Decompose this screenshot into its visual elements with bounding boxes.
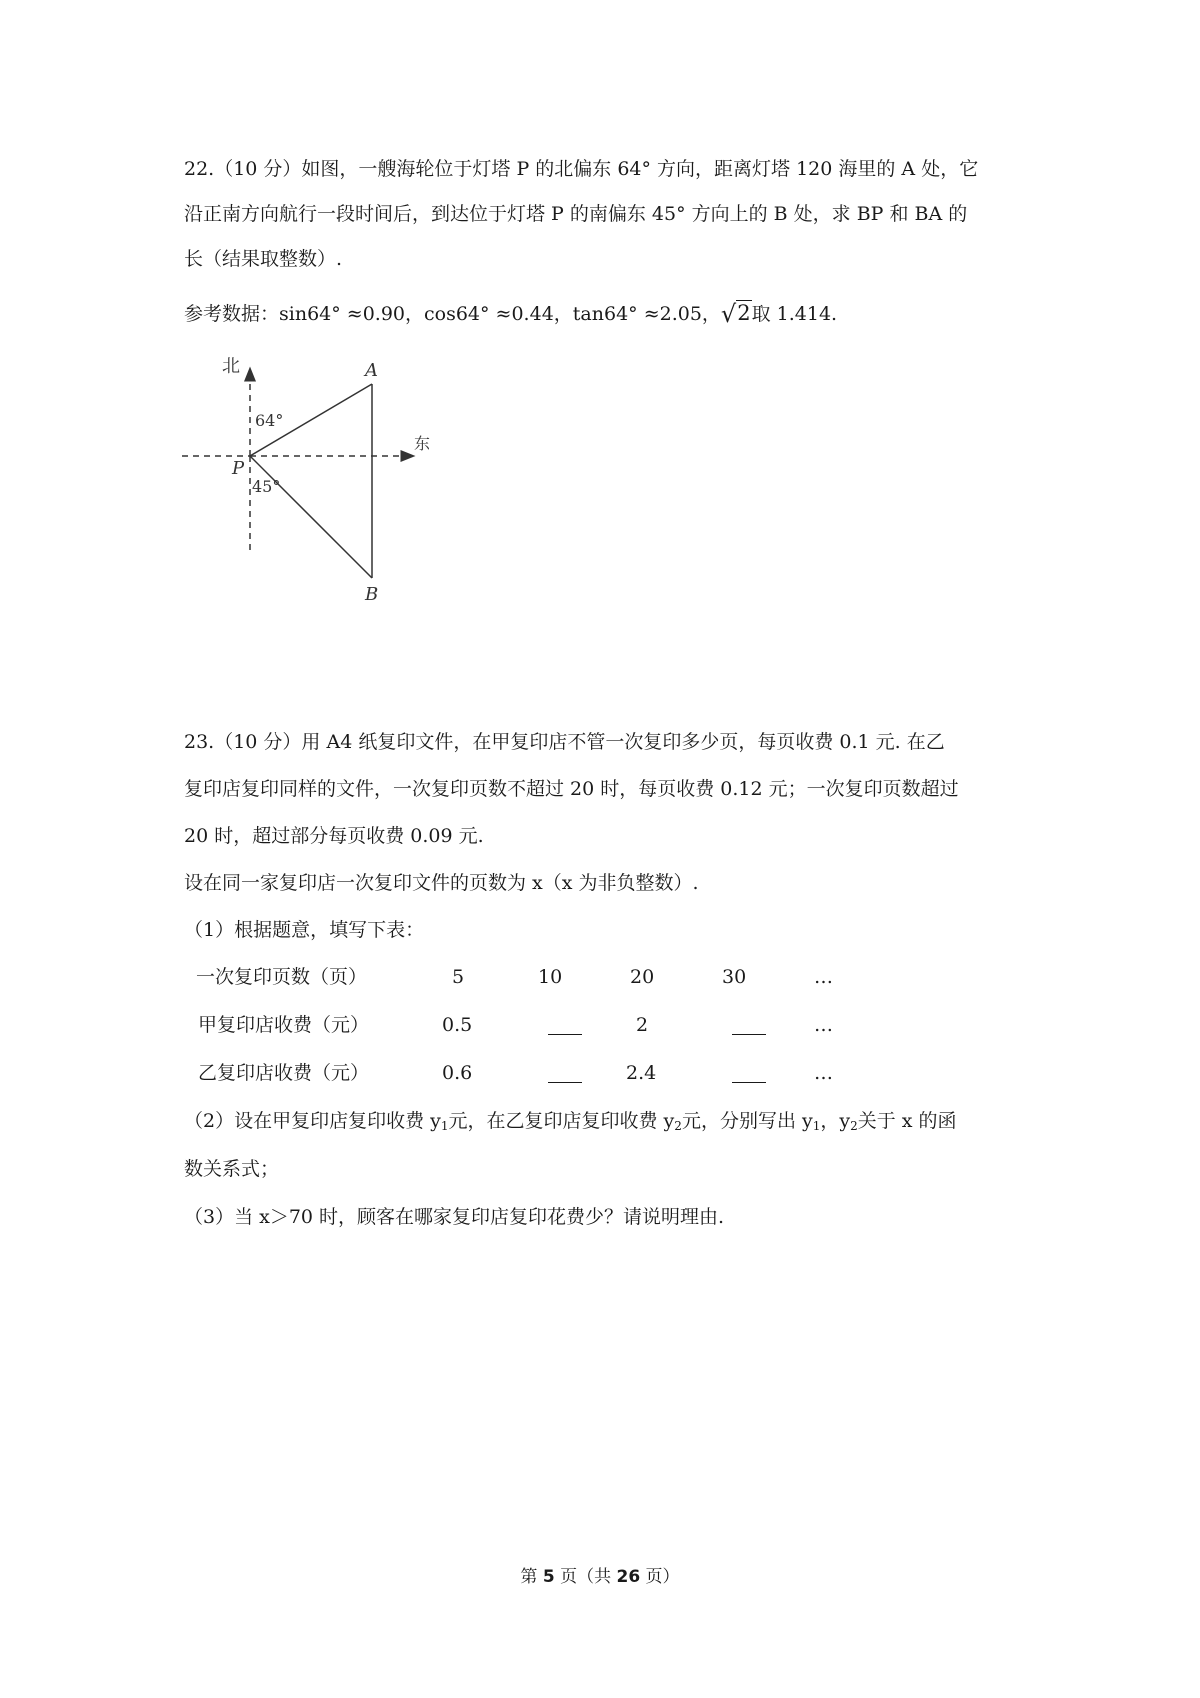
part2-text: 关于 x 的函	[857, 1110, 957, 1132]
q22-line-3: 长（结果取整数）.	[184, 248, 343, 270]
table-header-label: 一次复印页数（页）	[196, 966, 368, 988]
part2-text: 元，分别写出 y	[681, 1110, 813, 1132]
table-row-jia-cell: 0.5	[442, 1014, 473, 1036]
lighthouse-diagram	[176, 346, 436, 606]
q23-part-2-line-2: 数关系式；	[184, 1158, 280, 1180]
table-row-jia-cell: …	[814, 1014, 833, 1036]
radical-sign-icon: √	[720, 300, 737, 328]
total-page-number: 26	[616, 1567, 641, 1587]
subscript: 1	[812, 1119, 821, 1133]
subscript: 1	[440, 1119, 449, 1133]
label-b: B	[365, 584, 379, 605]
angle-45: 45°	[252, 477, 281, 496]
q23-line-1: 23.（10 分）用 A4 纸复印文件，在甲复印店不管一次复印多少页，每页收费 0.1 元. 在乙	[184, 731, 945, 753]
table-header-cell: 10	[538, 966, 563, 988]
sqrt-radicand: 2	[737, 301, 751, 325]
table-header-cell: 20	[630, 966, 655, 988]
q23-line-4: 设在同一家复印店一次复印文件的页数为 x（x 为非负整数）.	[184, 872, 699, 894]
ref-prefix: 参考数据：sin64° ≈0.90，cos64° ≈0.44，tan64° ≈2.05，	[184, 303, 721, 325]
q22-line-1: 22.（10 分）如图，一艘海轮位于灯塔 P 的北偏东 64° 方向，距离灯塔 120 海里的 A 处，它	[184, 158, 979, 180]
label-east: 东	[414, 434, 431, 453]
q22-line-2: 沿正南方向航行一段时间后，到达位于灯塔 P 的南偏东 45° 方向上的 B 处，求 BP 和 BA 的	[184, 203, 968, 225]
q23-line-2: 复印店复印同样的文件，一次复印页数不超过 20 时，每页收费 0.12 元；一次复印页数超过	[184, 778, 959, 800]
part2-text: （2）设在甲复印店复印收费 y	[184, 1110, 441, 1132]
current-page-number: 5	[542, 1567, 555, 1587]
table-row-yi-cell: 2.4	[626, 1062, 657, 1084]
q23-line-3: 20 时，超过部分每页收费 0.09 元.	[184, 825, 484, 847]
table-row-yi-label: 乙复印店收费（元）	[198, 1062, 370, 1084]
table-header-cell: …	[814, 966, 833, 988]
label-a: A	[365, 360, 378, 381]
q23-part-1: （1）根据题意，填写下表：	[184, 919, 425, 941]
angle-64: 64°	[255, 411, 284, 430]
table-header-cell: 5	[452, 966, 465, 988]
table-header-cell: 30	[722, 966, 747, 988]
q23-part-3: （3）当 x＞70 时，顾客在哪家复印店复印花费少？请说明理由.	[184, 1206, 725, 1228]
answer-blank[interactable]	[548, 1034, 582, 1035]
answer-blank[interactable]	[548, 1082, 582, 1083]
table-row-jia-label: 甲复印店收费（元）	[198, 1014, 370, 1036]
q23-part-2	[184, 1112, 957, 1132]
label-north: 北	[222, 356, 240, 377]
part2-text: 元，在乙复印店复印收费 y	[448, 1110, 675, 1132]
part2-text: ，y	[820, 1110, 851, 1132]
label-p: P	[232, 458, 245, 479]
subscript: 2	[850, 1119, 858, 1133]
table-row-yi-cell: …	[814, 1062, 833, 1084]
footer-text: 页（共	[554, 1567, 617, 1587]
footer-text: 页）	[640, 1567, 680, 1587]
ref-suffix: 取 1.414.	[751, 303, 838, 325]
answer-blank[interactable]	[732, 1034, 766, 1035]
table-row-yi-cell: 0.6	[442, 1062, 473, 1084]
sqrt-two	[721, 302, 752, 326]
footer-text: 第	[520, 1567, 543, 1587]
segment-pb	[250, 456, 372, 578]
table-row-jia-cell: 2	[636, 1014, 649, 1036]
page-footer	[0, 1562, 1200, 1587]
answer-blank[interactable]	[732, 1082, 766, 1083]
subscript: 2	[674, 1119, 682, 1133]
q22-reference-data	[184, 302, 837, 326]
